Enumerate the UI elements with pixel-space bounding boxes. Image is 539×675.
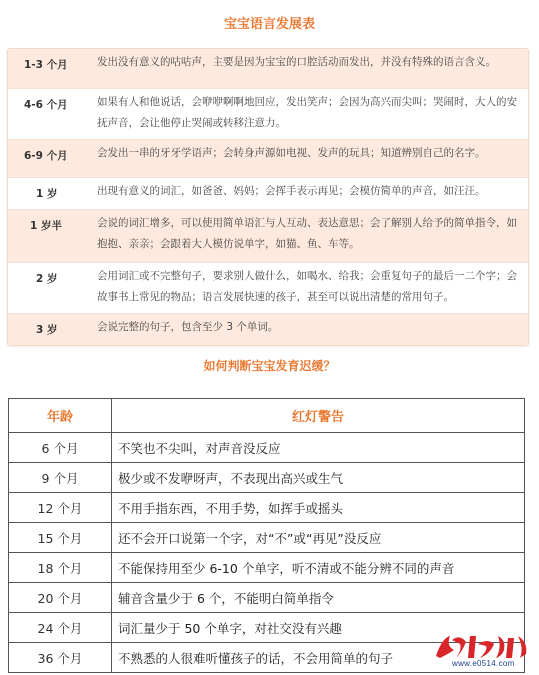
site-watermark [432, 630, 532, 670]
table-row [9, 433, 525, 463]
age-cell: 1 岁半 [30, 220, 62, 232]
warning-cell: 极少或不发咿呀声，不表现出高兴或生气 [112, 463, 525, 493]
table-row [8, 263, 528, 314]
age-cell: 6 个月 [9, 433, 112, 463]
age-header: 年龄 [9, 399, 112, 433]
table-row [9, 463, 525, 493]
description-cell: 会说的词汇增多，可以使用简单语汇与人互动、表达意思；会了解别人给予的简单指令，如抱抱、亲亲；会跟着大人模仿说单字，如猫、鱼、车等。 [97, 217, 517, 250]
age-cell: 3 岁 [36, 324, 58, 336]
language-development-table [7, 48, 529, 346]
age-cell: 1-3 个月 [24, 59, 68, 71]
description-cell: 发出没有意义的咕咕声，主要是因为宝宝的口腔活动而发出，并没有特殊的语言含义。 [97, 56, 496, 68]
table-row [8, 49, 528, 89]
warning-cell: 不笑也不尖叫，对声音没反应 [112, 433, 525, 463]
age-cell: 36 个月 [9, 643, 112, 673]
age-cell: 15 个月 [9, 523, 112, 553]
description-cell: 如果有人和他说话，会咿咿啊啊地回应，发出笑声；会因为高兴而尖叫；哭闹时，大人的安抚声音，会让他停止哭闹或转移注意力。 [97, 96, 517, 129]
warning-cell: 词汇量少于 50 个单字，对社交没有兴趣 [112, 613, 525, 643]
warning-header: 红灯警告 [112, 399, 525, 433]
table-row [8, 210, 528, 263]
description-cell: 会说完整的句子，包含至少 3 个单词。 [97, 321, 279, 333]
table-row [8, 89, 528, 140]
table-row [9, 583, 525, 613]
warning-cell: 不能保持用至少 6-10 个单字，听不清或不能分辨不同的声音 [112, 553, 525, 583]
warning-cell: 还不会开口说第一个字，对“不”或“再见”没反应 [112, 523, 525, 553]
age-cell: 24 个月 [9, 613, 112, 643]
table-row [9, 523, 525, 553]
warning-cell: 不熟悉的人很难听懂孩子的话，不会用简单的句子 [112, 643, 525, 673]
age-cell: 18 个月 [9, 553, 112, 583]
table-row [8, 314, 528, 345]
section-title: 如何判断宝宝发育迟缓？ [203, 359, 336, 373]
age-cell: 4-6 个月 [24, 99, 68, 111]
warning-cell: 辅音含量少于 6 个，不能明白简单指令 [112, 583, 525, 613]
description-cell: 出现有意义的词汇，如爸爸、妈妈；会挥手表示再见；会模仿简单的声音，如汪汪。 [97, 185, 486, 197]
age-cell: 20 个月 [9, 583, 112, 613]
description-cell: 会用词汇或不完整句子，要求别人做什么，如喝水、给我；会重复句子的最后一二个字；会故事书上常见的物品；语言发展快速的孩子，甚至可以说出清楚的常用句子。 [97, 270, 517, 303]
age-cell: 1 岁 [36, 188, 58, 200]
age-cell: 6-9 个月 [24, 150, 68, 162]
watermark-logo-icon [432, 630, 532, 662]
age-cell: 2 岁 [36, 273, 58, 285]
age-cell: 12 个月 [9, 493, 112, 523]
table-row [9, 553, 525, 583]
age-cell: 9 个月 [9, 463, 112, 493]
table-row [9, 493, 525, 523]
watermark-url: www.e0514.com [452, 659, 515, 668]
warning-cell: 不用手指东西，不用手势，如挥手或摇头 [112, 493, 525, 523]
header-row [9, 399, 525, 433]
page-title: 宝宝语言发展表 [223, 17, 315, 32]
description-cell: 会发出一串的牙牙学语声；会转身声源如电视、发声的玩具；知道辨别自己的名字。 [97, 147, 486, 159]
